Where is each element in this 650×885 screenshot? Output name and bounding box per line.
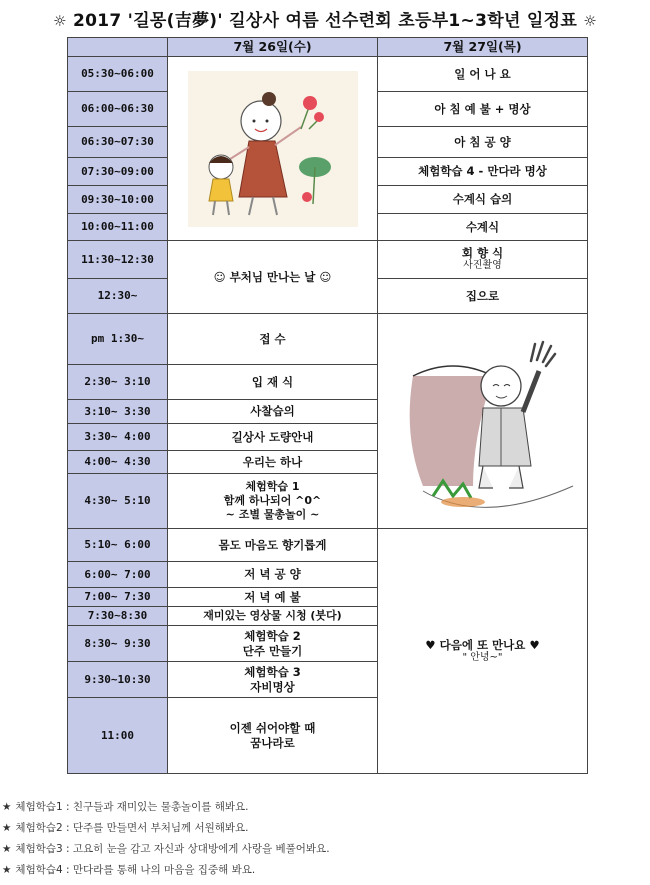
day1-fragrant: 몸도 마음도 향기롭게 [168,529,378,562]
day1-we-are-one: 우리는 하나 [168,451,378,474]
time-cell: 7:30~8:30 [68,607,168,626]
star-icon: ★ [2,843,12,855]
exp1-line: 체험학습 1 [245,480,300,494]
sleep-line: 꿈나라로 [250,735,295,750]
star-icon: ★ [2,864,12,876]
note-item [2,839,642,860]
mother-child-illustration [183,69,363,229]
notes-list [2,797,642,881]
day1-video: 재미있는 영상물 시청 (붓다) [168,607,378,626]
sun-icon: ☼ [52,12,67,30]
day1-temple-training: 사찰습의 [168,400,378,424]
time-cell: 2:30~ 3:10 [68,365,168,400]
time-cell: 8:30~ 9:30 [68,626,168,662]
farewell-line: " 안녕~" [462,651,503,663]
day2-farewell [378,529,588,774]
time-cell: 9:30~10:30 [68,662,168,698]
farewell-line: ♥ 다음에 또 만나요 ♥ [425,637,540,652]
day1-reception: 접 수 [168,314,378,365]
day2-rehearsal: 수계식 습의 [378,186,588,214]
time-cell: 6:00~ 7:00 [68,562,168,588]
header-day1: 7월 26일(수) [168,38,378,57]
note-item [2,797,642,818]
time-cell: 11:00 [68,698,168,774]
day2-breakfast: 아 침 공 양 [378,127,588,158]
star-icon: ★ [2,822,12,834]
monk-illustration [383,316,583,526]
note-item [2,860,642,881]
time-cell: pm 1:30~ [68,314,168,365]
time-cell: 05:30~06:00 [68,57,168,92]
day2-home: 집으로 [378,279,588,314]
exp1-line: ~ 조별 물총놀이 ~ [225,507,320,521]
day1-morning-note: ☺ 부처님 만나는 날 ☺ [168,241,378,314]
day1-evening-service: 저 녁 예 불 [168,588,378,607]
exp1-line: 함께 하나되어 ^0^ [223,494,322,508]
day1-exp1 [168,474,378,529]
time-cell: 10:00~11:00 [68,214,168,241]
time-cell: 09:30~10:00 [68,186,168,214]
time-cell: 7:00~ 7:30 [68,588,168,607]
star-icon: ★ [2,801,12,813]
time-cell: 3:30~ 4:00 [68,424,168,451]
sun-icon: ☼ [583,12,598,30]
day1-sleep [168,698,378,774]
day1-exp2 [168,626,378,662]
page-title [0,6,650,31]
day1-temple-guide: 길상사 도량안내 [168,424,378,451]
day1-exp3 [168,662,378,698]
day2-exp4: 체험학습 4 - 만다라 명상 [378,158,588,186]
exp3-line: 체험학습 3 [244,665,301,680]
time-cell: 4:30~ 5:10 [68,474,168,529]
time-cell: 06:00~06:30 [68,92,168,127]
exp2-line: 체험학습 2 [244,629,301,644]
note-text: 체험학습2 : 단주를 만들면서 부처님께 서원해봐요. [15,822,249,834]
schedule-table [67,37,588,774]
illustration-mother-child [168,57,378,241]
day2-wake: 일 어 나 요 [378,57,588,92]
header-day2: 7월 27일(목) [378,38,588,57]
exp3-line: 자비명상 [250,679,295,694]
note-text: 체험학습1 : 친구들과 재미있는 물총놀이를 해봐요. [15,801,249,813]
day2-closing [378,241,588,279]
time-cell: 06:30~07:30 [68,127,168,158]
corner-cell [68,38,168,57]
day2-morning-service: 아 침 예 불 + 명상 [378,92,588,127]
time-cell: 3:10~ 3:30 [68,400,168,424]
sleep-line: 이젠 쉬어야할 때 [229,721,316,736]
exp2-line: 단주 만들기 [242,643,303,658]
time-cell: 07:30~09:00 [68,158,168,186]
illustration-monk [378,314,588,529]
photo-label: 사진촬영 [463,260,502,272]
note-text: 체험학습3 : 고요히 눈을 감고 자신과 상대방에게 사랑을 베풀어봐요. [15,843,330,855]
note-text: 체험학습4 : 만다라를 통해 나의 마음을 집중해 봐요. [15,864,256,876]
time-cell: 11:30~12:30 [68,241,168,279]
title-text: 2017 '길몽(吉夢)' 길상사 여름 선수련회 초등부1~3학년 일정표 [72,11,578,31]
time-cell: 4:00~ 4:30 [68,451,168,474]
day1-dinner: 저 녁 공 양 [168,562,378,588]
day2-ceremony: 수계식 [378,214,588,241]
note-item [2,818,642,839]
closing-label: 회 향 식 [461,246,504,261]
day1-entry: 입 재 식 [168,365,378,400]
time-cell: 12:30~ [68,279,168,314]
time-cell: 5:10~ 6:00 [68,529,168,562]
